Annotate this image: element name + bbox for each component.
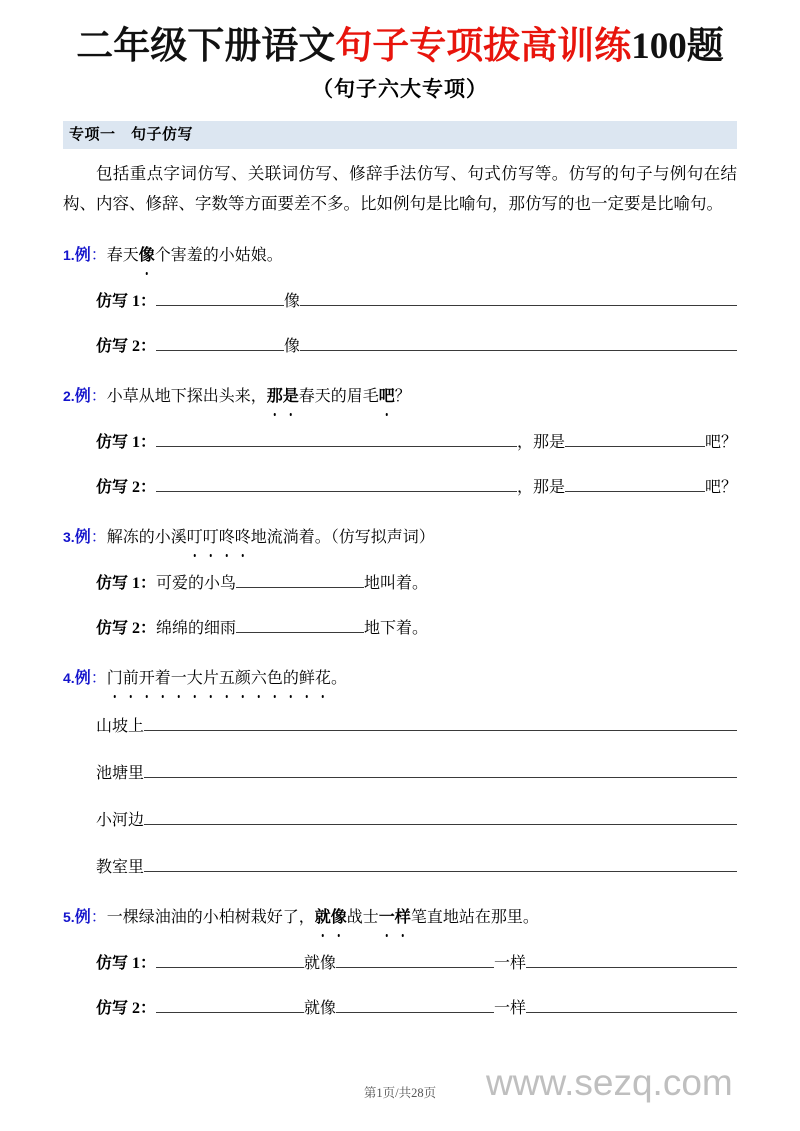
answer-blank-b[interactable] [565,427,705,447]
answer-tail: 吧？ [704,478,737,496]
answer-blank-a[interactable] [236,568,364,588]
answer-blank-b[interactable] [336,948,494,968]
question-3-number: 3. [63,528,75,545]
emphasis-char: 五 [219,665,235,693]
prompt-label: 教室里 [96,858,145,876]
question-3-heading [63,523,737,552]
section-header-label: 专项一 句子仿写 [69,125,194,143]
question-2-example-label: 例 [74,387,91,405]
answer-label: 仿写 2： [96,337,157,355]
question-4-prompt-row-2 [96,758,737,787]
question-4-colon: ： [90,669,107,687]
question-4-example-label: 例 [74,669,91,687]
question-3-answer-row-1 [96,568,737,597]
page-title [0,26,800,69]
site-watermark: www.sezq.com [486,1062,733,1103]
question-2-answer-row-2 [96,472,737,501]
answer-blank-c[interactable] [526,948,737,968]
question-5-colon: ： [90,908,107,926]
section-header-band [63,121,737,149]
answer-connector: 像 [284,337,301,355]
question-1-example-pre: 春天 [106,246,139,264]
question-1-example-label: 例 [74,246,91,264]
answer-connector: ，那是 [516,478,565,496]
question-1-example-post: 个害羞的小姑娘。 [154,246,283,264]
question-3-example-post: 地流淌着。（仿写拟声词） [250,528,435,546]
question-5-heading [63,903,737,932]
emphasis-char: 着 [155,665,171,693]
answer-blank-a[interactable] [156,427,517,447]
answer-lead: 绵绵的细雨 [156,619,237,637]
question-5-example-label: 例 [74,908,91,926]
prompt-label: 山坡上 [96,717,145,735]
question-5-example-post: 笔直地站在那里。 [410,908,539,926]
title-segment-black-2: 100题 [631,26,724,67]
answer-label: 仿写 2： [96,619,157,637]
prompt-label: 池塘里 [96,764,145,782]
question-5-example-mid: 战士 [346,908,379,926]
emphasis-char: 六 [251,665,267,693]
answer-tail: 地下着。 [364,619,429,637]
question-2-example-emphasis [267,388,299,405]
question-4-prompt-row-4 [96,852,737,881]
answer-label: 仿写 1： [96,292,157,310]
emphasis-char: 的 [283,665,299,693]
page-footer: 第1页/共28页 [363,1086,437,1100]
emphasis-char: 叮 [187,524,203,552]
answer-label: 仿写 1： [96,433,157,451]
emphasis-char: 门 [107,665,123,693]
emphasis-char: 咚 [235,524,251,552]
emphasis-char: 是 [283,383,299,411]
emphasis-char: 样 [395,904,411,932]
section-intro-paragraph: 包括重点字词仿写、关联词仿写、修辞手法仿写、句式仿写等。仿写的句子与例句在结构、内容、修辞、字数等方面要差不多。比如例句是比喻句，那仿写的也一定要是比喻句。 [63,163,737,213]
question-2-example-emphasis-2: 吧 [379,383,395,411]
prompt-blank[interactable] [144,805,737,825]
question-2-example-post: ？ [394,387,411,405]
question-block-2 [63,382,737,501]
question-2-colon: ： [90,387,107,405]
question-4-example-emphasis [107,670,331,687]
question-4-heading [63,664,737,693]
answer-blank-a[interactable] [156,331,284,351]
question-1-colon: ： [90,246,107,264]
question-3-example-emphasis [187,529,251,546]
emphasis-char: 大 [187,665,203,693]
answer-label: 仿写 2： [96,999,157,1017]
emphasis-char: 一 [171,665,187,693]
answer-connector-2: 一样 [494,999,527,1017]
emphasis-char: 像 [331,904,347,932]
question-2-example-pre: 小草从地下探出头来， [106,387,267,405]
emphasis-char: 颜 [235,665,251,693]
answer-label: 仿写 2： [96,478,157,496]
answer-tail: 吧？ [704,433,737,451]
answer-connector-2: 一样 [494,954,527,972]
answer-blank-b[interactable] [300,286,737,306]
prompt-blank[interactable] [144,711,737,731]
answer-blank-a[interactable] [236,613,364,633]
question-1-heading [63,241,737,270]
answer-blank-b[interactable] [565,472,705,492]
emphasis-char: 那 [267,383,283,411]
question-block-5 [63,903,737,1022]
question-5-answer-row-1 [96,948,737,977]
question-1-example-emphasis: 像 [139,242,155,270]
prompt-blank[interactable] [144,852,737,872]
emphasis-char: 色 [267,665,283,693]
question-block-3 [63,523,737,642]
question-4-example-post: 。 [330,669,347,687]
emphasis-char: 片 [203,665,219,693]
question-5-example-emphasis-2 [379,909,411,926]
question-4-prompt-row-1 [96,711,737,740]
answer-label: 仿写 1： [96,574,157,592]
answer-label: 仿写 1： [96,954,157,972]
question-3-colon: ： [90,528,107,546]
emphasis-char: 就 [315,904,331,932]
question-2-answer-row-1 [96,427,737,456]
answer-connector: 就像 [304,999,337,1017]
title-segment-red: 句子专项拔高训练 [335,26,632,67]
question-4-number: 4. [63,669,75,686]
question-3-example-label: 例 [74,528,91,546]
answer-tail: 地叫着。 [364,574,429,592]
question-2-example-mid: 春天的眉毛 [298,387,379,405]
question-1-answer-row-1 [96,286,737,315]
question-3-example-pre: 解冻的小溪 [106,528,187,546]
emphasis-char: 叮 [203,524,219,552]
emphasis-char: 咚 [219,524,235,552]
answer-lead: 可爱的小鸟 [156,574,237,592]
title-block [0,0,800,103]
question-5-example-emphasis [315,909,347,926]
prompt-blank[interactable] [144,758,737,778]
answer-blank-b[interactable] [300,331,737,351]
question-5-number: 5. [63,908,75,925]
question-1-answer-row-2 [96,331,737,360]
answer-blank-c[interactable] [526,993,737,1013]
answer-blank-a[interactable] [156,993,304,1013]
answer-blank-b[interactable] [336,993,494,1013]
answer-connector: ，那是 [516,433,565,451]
question-block-4 [63,664,737,881]
question-5-example-pre: 一棵绿油油的小柏树栽好了， [106,908,315,926]
emphasis-char: 前 [123,665,139,693]
question-5-answer-row-2 [96,993,737,1022]
answer-blank-a[interactable] [156,948,304,968]
question-1-number: 1. [63,246,75,263]
answer-connector: 就像 [304,954,337,972]
emphasis-char: 花 [315,665,331,693]
question-3-answer-row-2 [96,613,737,642]
question-4-prompt-row-3 [96,805,737,834]
prompt-label: 小河边 [96,811,145,829]
question-block-1 [63,241,737,360]
page-subtitle: （句子六大专项） [312,76,488,101]
answer-blank-a[interactable] [156,472,517,492]
emphasis-char: 一 [379,904,395,932]
title-segment-black-1: 二年级下册语文 [76,26,336,67]
question-2-number: 2. [63,387,75,404]
answer-connector: 像 [284,292,301,310]
emphasis-char: 开 [139,665,155,693]
emphasis-char: 鲜 [299,665,315,693]
answer-blank-a[interactable] [156,286,284,306]
question-2-heading [63,382,737,411]
